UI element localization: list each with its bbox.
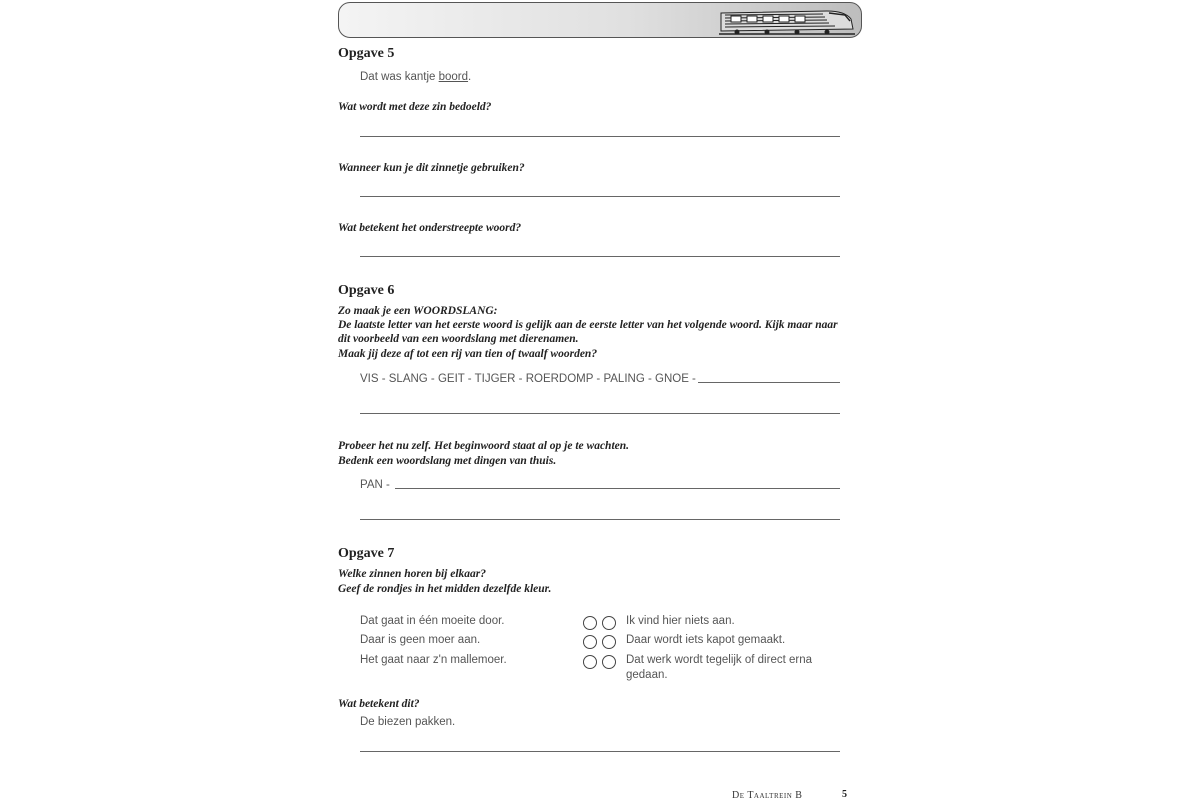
opgave7-left-phrase-2: Daar is geen moer aan. xyxy=(360,634,481,646)
opgave5-sentence-end: . xyxy=(468,71,472,83)
match-circle-right-1[interactable] xyxy=(602,616,616,630)
opgave7-question: Wat betekent dit? xyxy=(338,698,420,710)
opgave6-start-word: PAN - xyxy=(360,479,390,491)
opgave6-intro-2: De laatste letter van het eerste woord is gelijk aan de eerste letter van het volgende woord. Kijk maar naar xyxy=(338,319,838,331)
opgave5-sentence-start: Dat was kantje xyxy=(360,71,439,83)
answer-line[interactable] xyxy=(360,136,840,137)
answer-line[interactable] xyxy=(360,519,840,520)
opgave6-intro-4: Maak jij deze af tot een rij van tien of twaalf woorden? xyxy=(338,348,598,360)
opgave7-left-phrase-1: Dat gaat in één moeite door. xyxy=(360,615,505,627)
answer-line[interactable] xyxy=(360,751,840,752)
opgave7-right-phrase-2: Daar wordt iets kapot gemaakt. xyxy=(626,634,786,646)
train-illustration xyxy=(717,5,857,37)
page-number: 5 xyxy=(842,789,847,800)
opgave7-intro-2: Geef de rondjes in het midden dezelfde kleur. xyxy=(338,583,552,595)
opgave7-left-phrase-3: Het gaat naar z'n mallemoer. xyxy=(360,654,507,666)
match-circle-left-3[interactable] xyxy=(583,655,597,669)
answer-line[interactable] xyxy=(360,256,840,257)
opgave6-title: Opgave 6 xyxy=(338,283,395,298)
answer-line[interactable] xyxy=(360,196,840,197)
opgave5-sentence xyxy=(360,71,471,83)
worksheet-page xyxy=(338,0,862,800)
opgave7-right-phrase-1: Ik vind hier niets aan. xyxy=(626,615,735,627)
opgave6-intro-3: dit voorbeeld van een woordslang met dierenamen. xyxy=(338,333,579,345)
opgave7-right-phrase-3: Dat werk wordt tegelijk of direct erna xyxy=(626,654,812,666)
opgave5-title: Opgave 5 xyxy=(338,46,395,61)
opgave7-right-phrase-3-cont: gedaan. xyxy=(626,669,668,681)
answer-line[interactable] xyxy=(698,382,840,383)
answer-line[interactable] xyxy=(360,413,840,414)
opgave7-title: Opgave 7 xyxy=(338,546,395,561)
match-circle-left-2[interactable] xyxy=(583,635,597,649)
answer-line[interactable] xyxy=(395,488,840,489)
header-banner xyxy=(338,2,862,38)
opgave6-example-chain: VIS - SLANG - GEIT - TIJGER - ROERDOMP - PALING - GNOE - xyxy=(360,373,696,385)
opgave6-instruction-2: Bedenk een woordslang met dingen van thuis. xyxy=(338,455,557,467)
opgave5-question-2: Wanneer kun je dit zinnetje gebruiken? xyxy=(338,162,525,174)
opgave7-intro-1: Welke zinnen horen bij elkaar? xyxy=(338,568,487,580)
match-circle-right-3[interactable] xyxy=(602,655,616,669)
opgave6-instruction-1: Probeer het nu zelf. Het beginwoord staat al op je te wachten. xyxy=(338,440,630,452)
match-circle-right-2[interactable] xyxy=(602,635,616,649)
footer-book-title: De Taaltrein B xyxy=(732,790,803,801)
opgave7-phrase: De biezen pakken. xyxy=(360,716,456,728)
opgave5-question-3: Wat betekent het onderstreepte woord? xyxy=(338,222,522,234)
match-circle-left-1[interactable] xyxy=(583,616,597,630)
opgave5-underlined-word: boord xyxy=(438,71,469,83)
opgave5-question-1: Wat wordt met deze zin bedoeld? xyxy=(338,101,492,113)
opgave6-intro-1: Zo maak je een WOORDSLANG: xyxy=(338,305,498,317)
